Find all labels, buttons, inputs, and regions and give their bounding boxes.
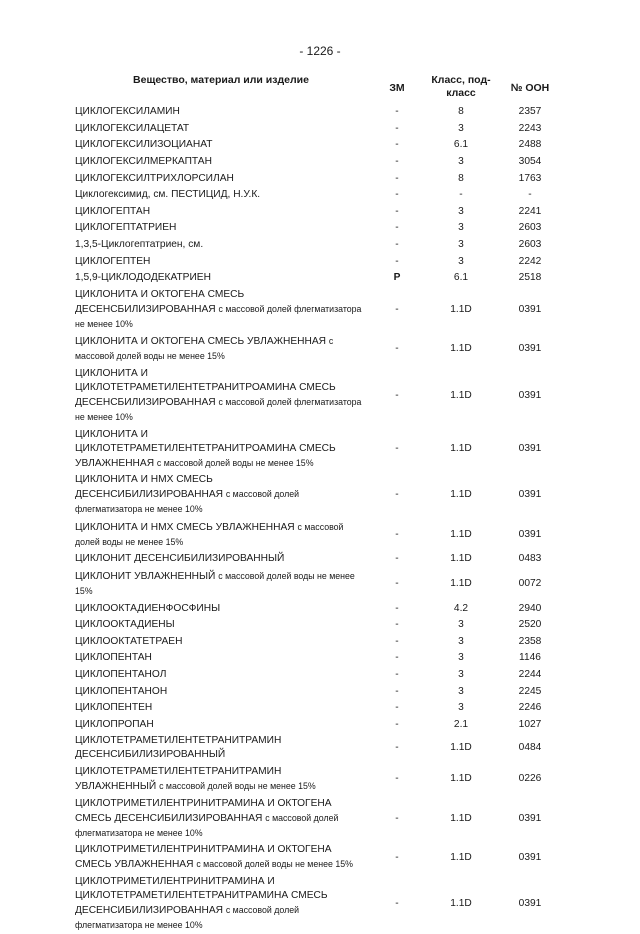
un-number-cell: 0484 (518, 742, 542, 754)
class-cell: 1.1D (450, 773, 472, 785)
substance-name: Циклогексимид, см. ПЕСТИЦИД, Н.У.К. (75, 189, 261, 201)
class-cell: 2.1 (453, 718, 469, 730)
table-row (75, 220, 565, 237)
un-number-cell: 0391 (518, 528, 542, 540)
un-number-cell: 1027 (518, 718, 542, 730)
class-cell: 6.1 (453, 272, 469, 284)
un-number-cell: 2243 (518, 122, 542, 134)
substance-name: ЦИКЛОГЕПТАТРИЕН (75, 222, 177, 234)
table-row (75, 683, 565, 700)
substance-name: ЦИКЛОПЕНТАН (75, 652, 152, 664)
substance-name-cell (75, 873, 367, 934)
table-row (75, 795, 565, 842)
substance-name: ЦИКЛОГЕКСИЛАЦЕТАТ (75, 122, 190, 134)
table-row (75, 154, 565, 171)
class-cell: 1.1D (450, 577, 472, 589)
substance-qualifier: с массовой долей флегматизатора не менее 10% (75, 397, 362, 423)
substance-name: ЦИКЛОТРИМЕТИЛЕНТРИНИТРАМИНА И ЦИКЛОТЕТРАМЕТИЛЕНТЕТРАНИТРАМИНА СМЕСЬ ДЕСЕНСИБИЛИЗИРОВАННАЯ (75, 875, 328, 916)
class-cell: 3 (458, 685, 464, 697)
zm-cell: - (395, 812, 399, 824)
zm-cell: - (395, 742, 399, 754)
substance-name-cell (75, 287, 367, 334)
table-row (75, 667, 565, 684)
zm-cell: - (395, 106, 399, 118)
substance-qualifier: с массовой долей флегматизатора не менее 10% (75, 303, 362, 329)
substance-name: ЦИКЛОГЕКСИЛТРИХЛОРСИЛАН (75, 172, 234, 184)
un-number-cell: 3054 (518, 156, 542, 168)
table-row (75, 270, 565, 287)
un-number-cell: 0391 (518, 443, 542, 455)
zm-cell: - (395, 122, 399, 134)
substance-name-cell (75, 333, 367, 366)
class-cell: 8 (458, 106, 464, 118)
table-row (75, 600, 565, 617)
zm-cell: - (395, 528, 399, 540)
class-cell: 6.1 (453, 139, 469, 151)
zm-cell: - (395, 652, 399, 664)
zm-cell: - (395, 343, 399, 355)
class-cell: 1.1D (450, 390, 472, 402)
un-number-cell: 2245 (518, 685, 542, 697)
class-cell: 3 (458, 652, 464, 664)
table-row (75, 519, 565, 552)
zm-cell: - (395, 897, 399, 909)
table-row (75, 237, 565, 254)
table-row (75, 733, 565, 764)
substance-name-cell (75, 366, 367, 427)
substance-name: ЦИКЛОГЕПТЕН (75, 255, 151, 267)
zm-cell: - (395, 239, 399, 251)
substance-name: 1,3,5-Циклогептатриен, см. (75, 239, 204, 251)
substance-qualifier: с массовой долей воды не менее 15% (75, 521, 344, 547)
substance-name-cell (75, 472, 367, 519)
substance-qualifier: с массовой долей воды не менее 15% (75, 336, 334, 362)
table-row (75, 104, 565, 121)
table-row (75, 842, 565, 874)
un-number-cell: 0391 (518, 489, 542, 501)
class-cell: 3 (458, 702, 464, 714)
class-cell: 1.1D (450, 443, 472, 455)
substance-name: ЦИКЛООКТАТЕТРАЕН (75, 635, 183, 647)
substance-name-cell (75, 764, 367, 796)
zm-cell: - (395, 222, 399, 234)
zm-cell: - (395, 390, 399, 402)
substance-name-cell (75, 568, 367, 601)
class-cell: 1.1D (450, 812, 472, 824)
un-number-cell: 0226 (518, 773, 542, 785)
substance-name: 1,5,9-ЦИКЛОДОДЕКАТРИЕН (75, 272, 211, 284)
table-row (75, 633, 565, 650)
un-number-cell: 0391 (518, 897, 542, 909)
substance-name: ЦИКЛОТРИМЕТИЛЕНТРИНИТРАМИНА И ОКТОГЕНА СМЕСЬ ДЕСЕНСИБИЛИЗИРОВАННАЯ (75, 797, 332, 824)
un-number-cell: 2940 (518, 602, 542, 614)
table-row (75, 873, 565, 934)
substance-name: ЦИКЛОПЕНТАНОН (75, 685, 168, 697)
substance-name: ЦИКЛОНИТ ДЕСЕНСИБИЛИЗИРОВАННЫЙ (75, 553, 285, 565)
substance-name-cell (75, 795, 367, 842)
substance-name: ЦИКЛОПЕНТАНОЛ (75, 668, 167, 680)
substance-qualifier: с массовой долей флегматизатора не менее 10% (75, 489, 300, 515)
table-row (75, 287, 565, 334)
substance-name: ЦИКЛОНИТА И НМХ СМЕСЬ УВЛАЖНЕННАЯ (75, 521, 295, 533)
substance-name: ЦИКЛОГЕКСИЛМЕРКАПТАН (75, 156, 212, 168)
substance-name: ЦИКЛОНИТ УВЛАЖНЕННЫЙ (75, 570, 216, 582)
zm-cell: - (395, 635, 399, 647)
class-cell: 1.1D (450, 343, 472, 355)
zm-cell: - (395, 205, 399, 217)
zm-cell: - (395, 851, 399, 863)
table-row (75, 568, 565, 601)
class-cell: - (459, 189, 463, 201)
un-number-cell: 0072 (518, 577, 542, 589)
zm-cell: - (395, 443, 399, 455)
zm-cell: - (395, 668, 399, 680)
class-cell: 3 (458, 205, 464, 217)
substance-name: ЦИКЛООКТАДИЕНЫ (75, 619, 175, 631)
substance-name-cell (75, 426, 367, 472)
zm-cell: - (395, 685, 399, 697)
substance-table (75, 70, 565, 934)
substance-name: ЦИКЛОГЕПТАН (75, 205, 151, 217)
zm-cell: - (395, 602, 399, 614)
zm-cell: - (395, 553, 399, 565)
un-number-cell: 0391 (518, 812, 542, 824)
table-row (75, 426, 565, 472)
table-row (75, 472, 565, 519)
substance-name: ЦИКЛОГЕКСИЛАМИН (75, 106, 180, 118)
substance-name: ЦИКЛОТЕТРАМЕТИЛЕНТЕТРАНИТРАМИН ДЕСЕНСИБИЛИЗИРОВАННЫЙ (75, 735, 282, 761)
class-cell: 1.1D (450, 851, 472, 863)
un-number-cell: 2244 (518, 668, 542, 680)
zm-cell: - (395, 702, 399, 714)
class-cell: 3 (458, 122, 464, 134)
class-cell: 4.2 (453, 602, 469, 614)
substance-qualifier: с массовой долей воды не менее 15% (196, 859, 353, 870)
zm-cell: - (395, 718, 399, 730)
un-number-cell: 0391 (518, 343, 542, 355)
un-number-cell: 2518 (518, 272, 542, 284)
un-number-cell: 2358 (518, 635, 542, 647)
un-number-cell: 1146 (519, 652, 541, 664)
table-row (75, 170, 565, 187)
table-row (75, 700, 565, 717)
substance-qualifier: с массовой долей воды не менее 15% (156, 457, 314, 468)
substance-name: ЦИКЛОНИТА И ЦИКЛОТЕТРАМЕТИЛЕНТЕТРАНИТРОАМИНА СМЕСЬ УВЛАЖНЕННАЯ (75, 428, 336, 469)
zm-cell: - (395, 303, 399, 315)
zm-cell: - (395, 172, 399, 184)
substance-name: ЦИКЛОНИТА И НМХ СМЕСЬ ДЕСЕНСИБИЛИЗИРОВАННАЯ (75, 474, 223, 501)
table-row (75, 650, 565, 667)
un-number-cell: 2488 (518, 139, 542, 151)
zm-cell: Р (393, 272, 401, 284)
substance-name: ЦИКЛОГЕКСИЛИЗОЦИАНАТ (75, 139, 213, 151)
substance-name: ЦИКЛОПРОПАН (75, 718, 154, 730)
class-cell: 3 (458, 222, 464, 234)
zm-cell: - (395, 255, 399, 267)
un-number-cell: 1763 (518, 172, 542, 184)
class-cell: 3 (458, 619, 464, 631)
table-row (75, 253, 565, 270)
zm-cell: - (395, 577, 399, 589)
class-cell: 3 (458, 635, 464, 647)
substance-qualifier: с массовой долей воды не менее 15% (159, 780, 316, 791)
class-cell: 3 (458, 668, 464, 680)
substance-qualifier: с массовой долей флегматизатора не менее 10% (75, 812, 339, 838)
table-body (75, 104, 565, 934)
substance-name: ЦИКЛОНИТА И ОКТОГЕНА СМЕСЬ УВЛАЖНЕННАЯ (75, 336, 327, 348)
substance-name-cell (75, 519, 367, 552)
page-number: - 1226 - (299, 44, 341, 58)
un-number-cell: 0391 (518, 303, 542, 315)
un-number-cell: 2357 (518, 106, 542, 118)
class-cell: 1.1D (450, 489, 472, 501)
un-number-cell: 0483 (518, 553, 542, 565)
class-cell: 1.1D (450, 742, 472, 754)
zm-cell: - (395, 189, 399, 201)
substance-name: ЦИКЛОТРИМЕТИЛЕНТРИНИТРАМИНА И ОКТОГЕНА СМЕСЬ УВЛАЖНЕННАЯ (75, 844, 332, 871)
table-row (75, 366, 565, 427)
class-cell: 3 (458, 255, 464, 267)
class-cell: 8 (458, 172, 464, 184)
substance-qualifier: с массовой долей флегматизатора не менее 10% (75, 904, 300, 930)
un-number-cell: 0391 (518, 851, 542, 863)
un-number-cell: 2603 (518, 222, 542, 234)
table-header-row (75, 70, 565, 104)
class-cell: 1.1D (450, 553, 472, 565)
table-row (75, 137, 565, 154)
table-row (75, 764, 565, 796)
zm-cell: - (395, 773, 399, 785)
class-cell: 1.1D (450, 303, 472, 315)
column-header-zm: ЗМ (389, 82, 405, 94)
zm-cell: - (395, 139, 399, 151)
table-row (75, 716, 565, 733)
un-number-cell: 0391 (518, 390, 542, 402)
zm-cell: - (395, 619, 399, 631)
un-number-cell: 2241 (518, 205, 542, 217)
un-number-cell: 2520 (518, 619, 542, 631)
table-row (75, 121, 565, 138)
table-row (75, 204, 565, 221)
un-number-cell: - (528, 189, 532, 201)
substance-name-cell (75, 842, 367, 874)
column-header-un-number: № ООН (510, 82, 550, 94)
un-number-cell: 2246 (518, 702, 542, 714)
column-header-class: Класс, под- класс (431, 74, 491, 99)
substance-name: ЦИКЛОНИТА И ОКТОГЕНА СМЕСЬ ДЕСЕНСБИЛИЗИРОВАННАЯ (75, 288, 245, 315)
table-row (75, 333, 565, 366)
column-header-substance: Вещество, материал или изделие (133, 74, 309, 86)
substance-name: ЦИКЛООКТАДИЕНФОСФИНЫ (75, 602, 221, 614)
substance-name: ЦИКЛОТЕТРАМЕТИЛЕНТЕТРАНИТРАМИН УВЛАЖНЕННЫЙ (75, 765, 282, 792)
zm-cell: - (395, 489, 399, 501)
un-number-cell: 2603 (518, 239, 542, 251)
un-number-cell: 2242 (518, 255, 542, 267)
class-cell: 3 (458, 156, 464, 168)
table-row (75, 617, 565, 634)
table-row (75, 551, 565, 568)
class-cell: 1.1D (450, 897, 472, 909)
class-cell: 1.1D (450, 528, 472, 540)
class-cell: 3 (458, 239, 464, 251)
substance-name: ЦИКЛОПЕНТЕН (75, 702, 153, 714)
zm-cell: - (395, 156, 399, 168)
table-row (75, 187, 565, 204)
substance-name: ЦИКЛОНИТА И ЦИКЛОТЕТРАМЕТИЛЕНТЕТРАНИТРОАМИНА СМЕСЬ ДЕСЕНСБИЛИЗИРОВАННАЯ (75, 368, 336, 409)
substance-qualifier: с массовой долей воды не менее 15% (75, 570, 355, 596)
